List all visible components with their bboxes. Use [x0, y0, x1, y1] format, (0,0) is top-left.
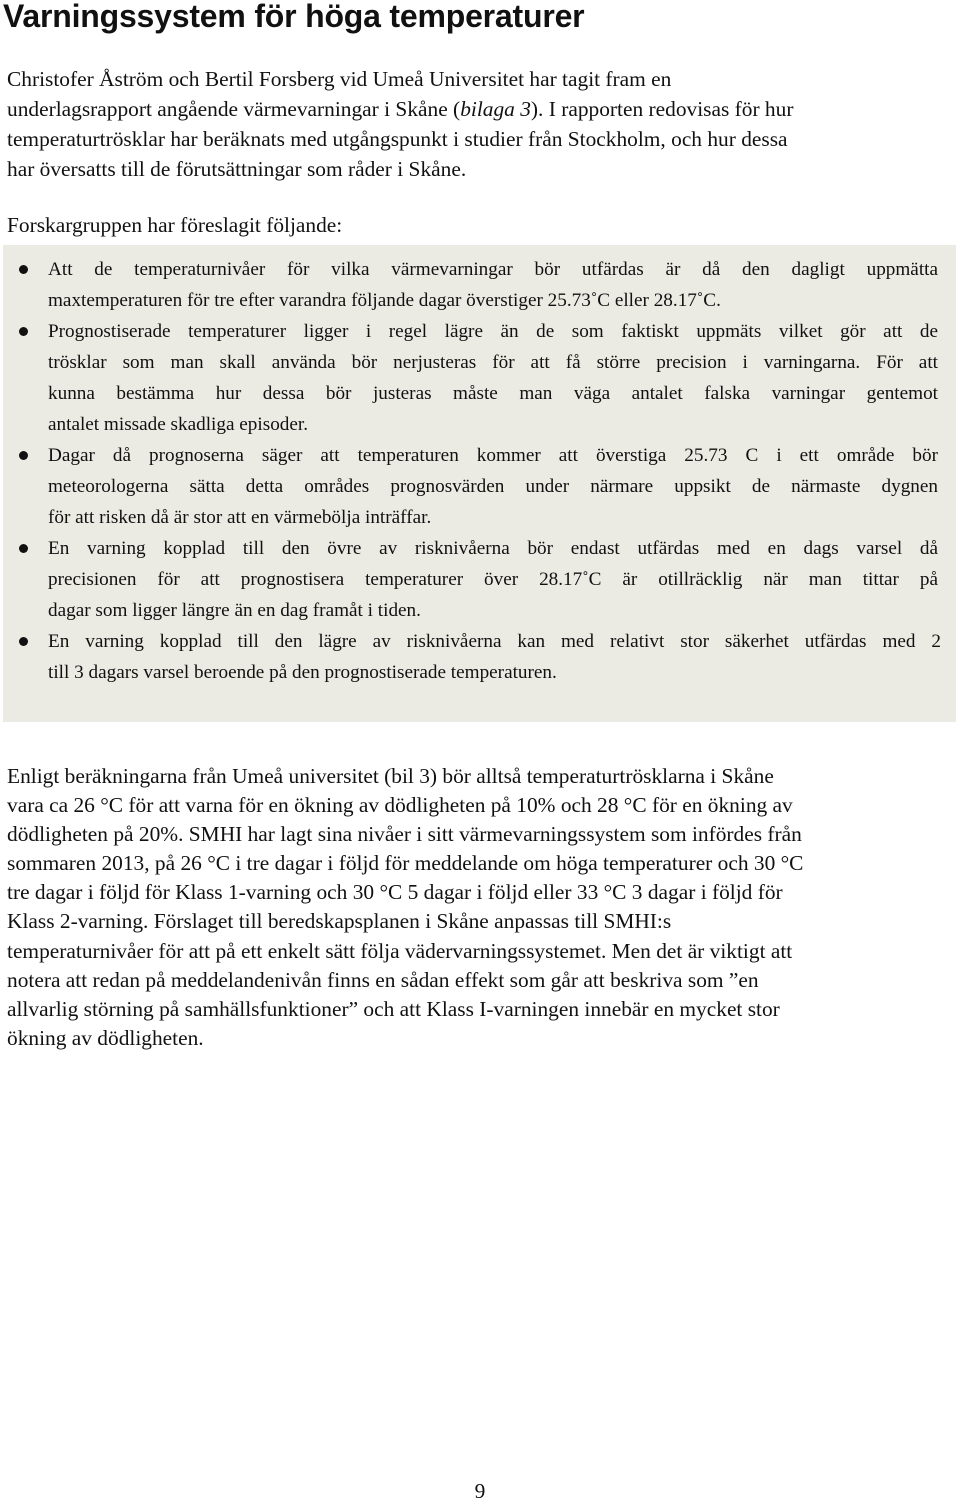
- body-paragraph: [7, 762, 952, 1053]
- list-item-line: till 3 dagars varsel beroende på den prognostiserade temperaturen.: [48, 662, 557, 683]
- list-item-line: Dagar då prognoserna säger att temperaturen kommer att överstiga 25.73 C i ett område bör: [48, 445, 938, 466]
- list-item-line: antalet missade skadliga episoder.: [48, 414, 309, 435]
- bullet-icon: [19, 637, 28, 646]
- body-line: ökning av dödligheten.: [7, 1025, 204, 1050]
- intro-line: Christofer Åström och Bertil Forsberg vid Umeå Universitet har tagit fram en: [7, 67, 672, 91]
- page-title: Varningssystem för höga temperaturer: [3, 0, 585, 34]
- list-item: [3, 254, 956, 316]
- intro-line: temperaturtrösklar har beräknats med utgångspunkt i studier från Stockholm, och hur dessa: [7, 127, 788, 151]
- proposal-list: [3, 254, 956, 688]
- bullet-icon: [19, 265, 28, 274]
- list-item-line: dagar som ligger längre än en dag framåt i tiden.: [48, 600, 421, 621]
- body-line: Enligt beräkningarna från Umeå universitet (bil 3) bör alltså temperaturtrösklarna i Skåne: [7, 764, 774, 788]
- list-item-line: för att risken då är stor att en värmebölja inträffar.: [48, 507, 432, 528]
- bullet-icon: [19, 451, 28, 460]
- body-line: vara ca 26 °C för att varna för en ökning av dödligheten på 10% och 28 °C för en ökning av: [7, 793, 793, 818]
- list-item: [3, 440, 956, 533]
- body-line: Klass 2-varning. Förslaget till beredskapsplanen i Skåne anpassas till SMHI:s: [7, 909, 672, 934]
- body-line: allvarlig störning på samhällsfunktioner” och att Klass I-varningen innebär en mycket stor: [7, 996, 780, 1021]
- list-item-line: Att de temperaturnivåer för vilka värmevarningar bör utfärdas är då den dagligt uppmätta: [48, 259, 938, 280]
- body-line: dödligheten på 20%. SMHI har lagt sina nivåer i sitt värmevarningssystem som infördes från: [7, 822, 802, 847]
- body-line: sommaren 2013, på 26 °C i tre dagar i följd för meddelande om höga temperaturer och 30 °C: [7, 851, 804, 876]
- bullet-icon: [19, 327, 28, 336]
- list-item-line: kunna bestämma hur dessa bör justeras måste man väga antalet falska varningar gentemot: [48, 383, 938, 404]
- appendix-reference: bilaga 3: [460, 97, 531, 121]
- intro-line: [7, 94, 952, 124]
- list-item: [3, 626, 956, 688]
- list-item: [3, 316, 956, 440]
- proposal-lead: Forskargruppen har föreslagit följande:: [7, 213, 343, 237]
- body-line: tre dagar i följd för Klass 1-varning och 30 °C 5 dagar i följd eller 33 °C 3 dagar i följd för: [7, 880, 783, 905]
- list-item-line: maxtemperaturen för tre efter varandra följande dagar överstiger 25.73˚C eller 28.17˚C.: [48, 290, 721, 311]
- intro-text: underlagsrapport angående värmevarningar i Skåne (: [7, 97, 461, 121]
- list-item-line: En varning kopplad till den övre av risknivåerna bör endast utfärdas med en dags varsel då: [48, 538, 938, 559]
- body-line: notera att redan på meddelandenivån finns en sådan effekt som går att beskriva som ”en: [7, 967, 759, 992]
- list-item-line: En varning kopplad till den lägre av risknivåerna kan med relativt stor säkerhet utfärdas med 2: [48, 631, 941, 652]
- intro-line: har översatts till de förutsättningar som råder i Skåne.: [7, 157, 467, 181]
- list-item: [3, 533, 956, 626]
- list-item-line: precisionen för att prognostisera temperaturer över 28.17˚C är otillräcklig när man tittar på: [48, 569, 938, 590]
- intro-paragraph: [7, 64, 952, 184]
- body-line: temperaturnivåer för att på ett enkelt sätt följa vädervarningssystemet. Men det är viktigt att: [7, 938, 793, 963]
- list-item-line: meteorologerna sätta detta områdes prognosvärden under närmare uppsikt de närmaste dygnen: [48, 476, 938, 497]
- list-item-line: Prognostiserade temperaturer ligger i regel lägre än de som faktiskt uppmäts vilket gör att de: [48, 321, 938, 342]
- list-item-line: trösklar som man skall använda bör nerjusteras för att få större precision i varningarna. För att: [48, 352, 938, 373]
- bullet-icon: [19, 544, 28, 553]
- intro-text: ). I rapporten redovisas för hur: [530, 97, 794, 121]
- page-number: 9: [474, 1479, 486, 1503]
- proposal-box: [3, 200, 956, 722]
